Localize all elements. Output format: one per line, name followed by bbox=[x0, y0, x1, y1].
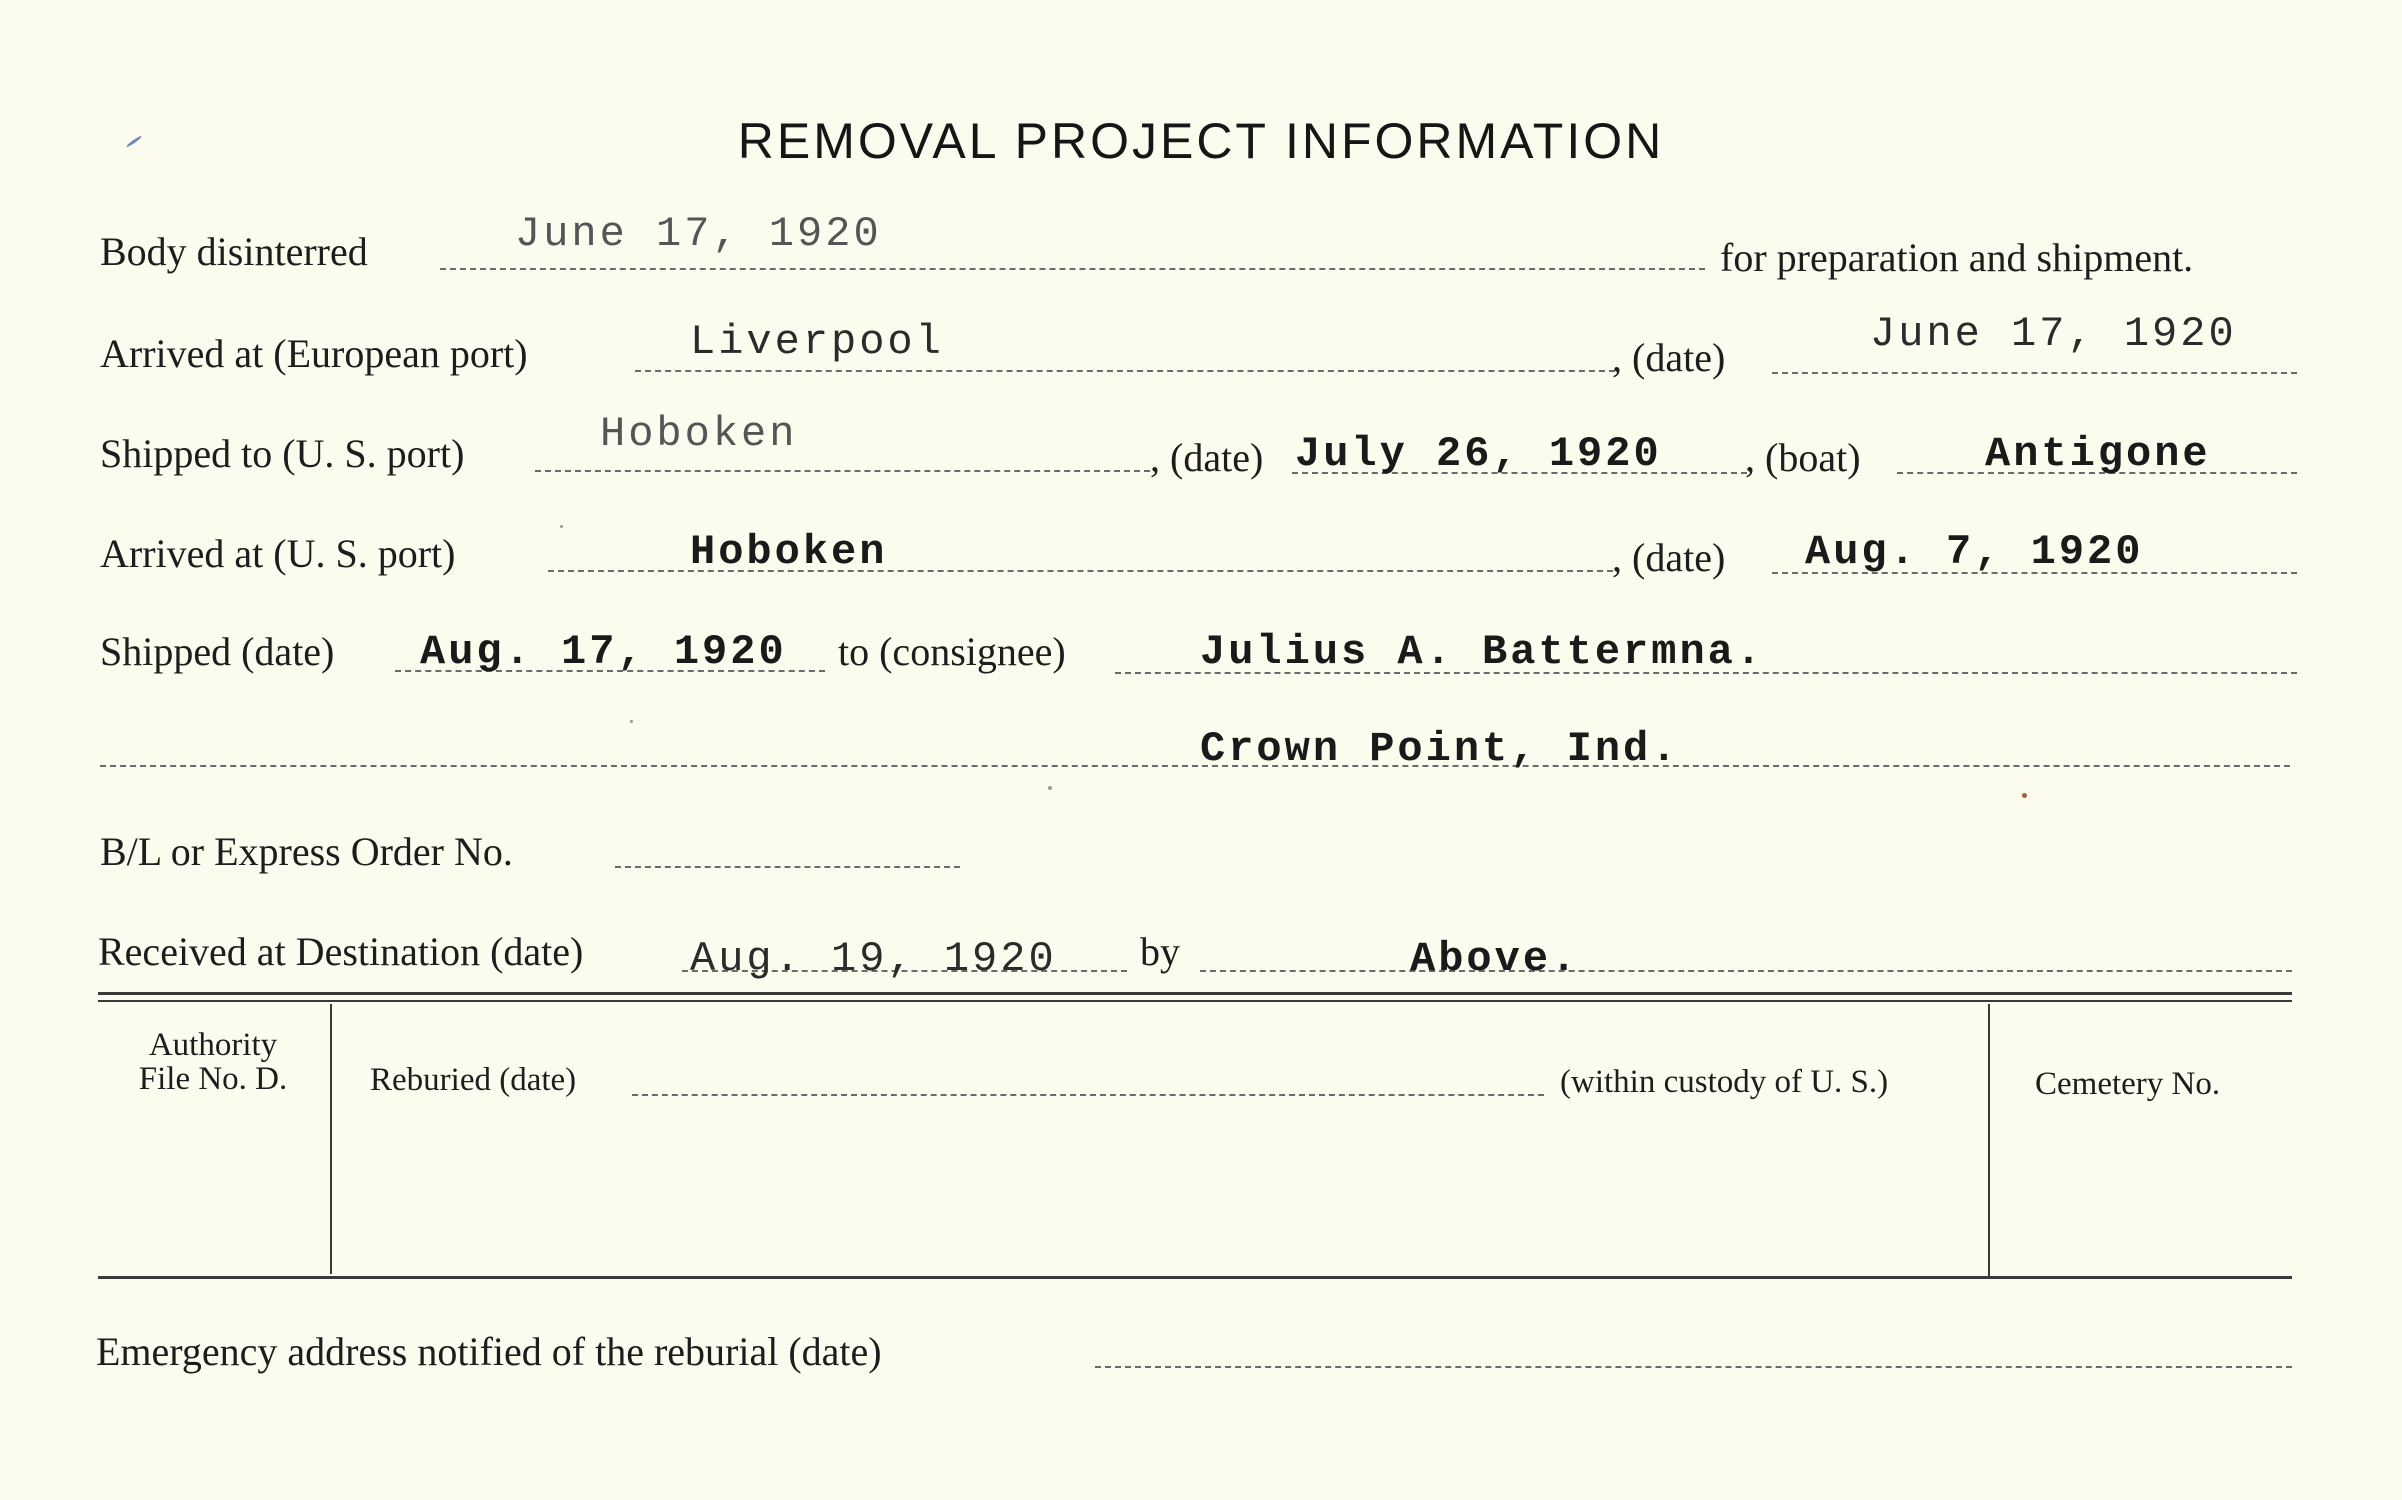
boat-label: , (boat) bbox=[1745, 435, 1861, 480]
custody-label: (within custody of U. S.) bbox=[1560, 1064, 1889, 1100]
disinterred-suffix: for preparation and shipment. bbox=[1720, 235, 2194, 280]
shipped-to-value: Hoboken bbox=[600, 410, 798, 458]
us-port-date-label: , (date) bbox=[1612, 535, 1726, 580]
authority-line1: Authority bbox=[148, 1027, 278, 1063]
us-port-label: Arrived at (U. S. port) bbox=[100, 531, 456, 576]
received-by: Above. bbox=[1410, 935, 1580, 983]
ink-speck bbox=[630, 720, 633, 723]
box-top-rule bbox=[98, 992, 2292, 995]
received-label: Received at Destination (date) bbox=[98, 929, 584, 974]
ink-speck bbox=[2022, 793, 2027, 798]
eu-port-value: Liverpool bbox=[690, 318, 944, 366]
received-by-label: by bbox=[1140, 929, 1180, 974]
authority-block bbox=[98, 1028, 328, 1096]
reburied-line bbox=[632, 1094, 1544, 1096]
received-date: Aug. 19, 1920 bbox=[690, 935, 1057, 983]
eu-port-line bbox=[635, 370, 1615, 372]
disinterred-line bbox=[440, 268, 1705, 270]
bl-label: B/L or Express Order No. bbox=[100, 829, 513, 874]
us-port-value: Hoboken bbox=[690, 528, 888, 576]
shipped-label: Shipped (date) bbox=[100, 629, 335, 674]
box-bottom-rule bbox=[98, 1276, 2292, 1279]
authority-line2: File No. D. bbox=[138, 1061, 288, 1097]
consignee-name: Julius A. Battermna. bbox=[1200, 628, 1765, 676]
eu-port-date: June 17, 1920 bbox=[1870, 310, 2237, 358]
ink-speck bbox=[560, 525, 563, 528]
box-divider-right bbox=[1988, 1004, 1990, 1276]
eu-port-date-line bbox=[1772, 372, 2297, 374]
received-by-line bbox=[1200, 970, 2292, 972]
consignee-address: Crown Point, Ind. bbox=[1200, 725, 1680, 773]
eu-port-date-label: , (date) bbox=[1612, 335, 1726, 380]
shipped-to-date: July 26, 1920 bbox=[1295, 430, 1662, 478]
shipped-to-label: Shipped to (U. S. port) bbox=[100, 431, 465, 476]
shipped-to-date-label: , (date) bbox=[1150, 435, 1264, 480]
disinterred-label: Body disinterred bbox=[100, 229, 368, 274]
cemetery-label: Cemetery No. bbox=[2035, 1066, 2221, 1102]
eu-port-label: Arrived at (European port) bbox=[100, 331, 528, 376]
bl-line bbox=[615, 866, 960, 868]
reburied-label: Reburied (date) bbox=[370, 1062, 577, 1098]
boat-value: Antigone bbox=[1985, 430, 2211, 478]
address-line bbox=[100, 765, 2290, 767]
us-port-date: Aug. 7, 1920 bbox=[1805, 528, 2144, 576]
ink-speck bbox=[1048, 786, 1052, 790]
consignee-label: to (consignee) bbox=[838, 629, 1066, 674]
box-top-rule-inner bbox=[98, 1000, 2292, 1002]
box-divider-left bbox=[330, 1004, 332, 1274]
shipped-to-line bbox=[535, 470, 1150, 472]
shipped-date: Aug. 17, 1920 bbox=[420, 628, 787, 676]
emergency-label: Emergency address notified of the reburial (date) bbox=[96, 1329, 882, 1374]
card-title: REMOVAL PROJECT INFORMATION bbox=[737, 113, 1665, 169]
emergency-line bbox=[1095, 1366, 2292, 1368]
disinterred-value: June 17, 1920 bbox=[515, 210, 882, 258]
